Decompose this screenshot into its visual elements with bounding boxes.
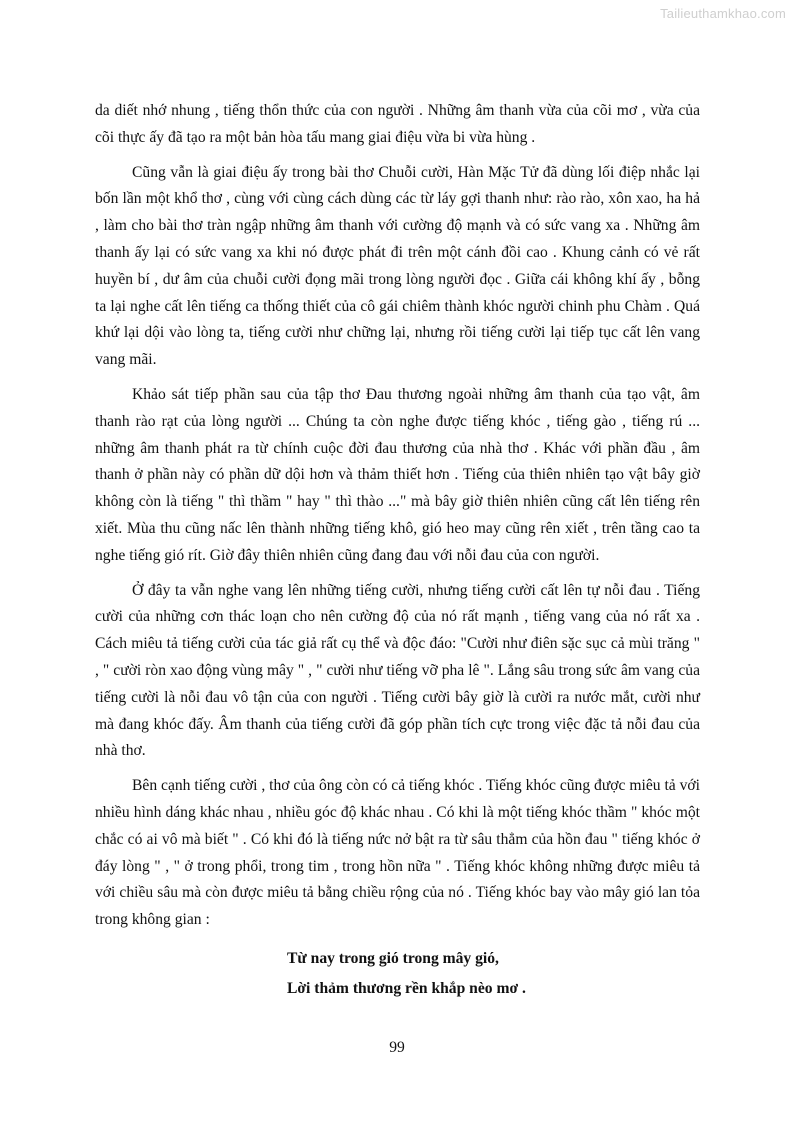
paragraph-tieng-cuoi: Ở đây ta vẫn nghe vang lên những tiếng cười, nhưng tiếng cười cất lên tự nỗi đau . Tiếng cười của những cơn thác loạn cho nên cường độ của nó rất mạnh , tiếng vang của nó rất xa . Cách miêu tả tiếng cười của tác giả rất cụ thể và độc đáo: "Cười như điên sặc sục cả mùi trăng " , " cười ròn xao động vùng mây " , " cười như tiếng vỡ pha lê ". Lắng sâu trong sức âm vang của tiếng cười là nỗi đau vô tận của con người . Tiếng cười bây giờ là cười ra nước mắt, cười như mà đang khóc đấy. Âm thanh của tiếng cười đã góp phần tích cực trong việc đặc tả nỗi đau của nhà thơ. xyxy=(95,581,700,760)
document-body xyxy=(95,98,700,1004)
paragraph-tieng-khoc: Bên cạnh tiếng cười , thơ của ông còn có cả tiếng khóc . Tiếng khóc cũng được miêu tả với nhiều hình dáng khác nhau , nhiều góc độ khác nhau . Có khi là một tiếng khóc thầm " khóc một chắc có ai vô mà biết " . Có khi đó là tiếng nức nở bật ra từ sâu thẳm của hồn đau " tiếng khóc ở đáy lòng " , " ở trong phổi, trong tim , trong hồn nữa " . Tiếng khóc không những được miêu tả với chiều sâu mà còn được miêu tả bằng chiều rộng của nó . Tiếng khóc bay vào mây gió lan tỏa trong không gian : xyxy=(95,777,700,929)
poem-line-2: Lời thảm thương rền khắp nèo mơ . xyxy=(287,979,526,997)
poem-line-1: Từ nay trong gió trong mây gió, xyxy=(287,949,499,967)
paragraph-dau-thuong: Khảo sát tiếp phần sau của tập thơ Đau thương ngoài những âm thanh của tạo vật, âm thanh rào rạt của lòng người ... Chúng ta còn nghe được tiếng khóc , tiếng gào , tiếng rú ... những âm thanh phát ra từ chính cuộc đời đau thương của nhà thơ . Khác với phần đầu , âm thanh ở phần này có phần dữ dội hơn và thảm thiết hơn . Tiếng của thiên nhiên tạo vật bây giờ không còn là tiếng " thì thầm " hay " thì thào ..." mà bây giờ thiên nhiên cũng cất lên tiếng rên xiết. Mùa thu cũng nấc lên thành những tiếng khô, gió heo may cũng rên xiết , trên tầng cao ta nghe tiếng gió rít. Giờ đây thiên nhiên cũng đang đau với nỗi đau của con người. xyxy=(95,385,700,564)
paragraph-chuoi-cuoi: Cũng vẫn là giai điệu ấy trong bài thơ Chuỗi cười, Hàn Mặc Tử đã dùng lối điệp nhắc lại bốn lần một khổ thơ , cùng với cùng cách dùng các từ láy gợi thanh như: rào rào, xôn xao, ha hả , làm cho bài thơ tràn ngập những âm thanh với cường độ mạnh và có sức vang xa . Những âm thanh ấy lại có sức vang xa khi nó được phát đi trên một cánh đồi cao . Khung cảnh có vẻ rất huyền bí , dư âm của chuỗi cười đọng mãi trong lòng người đọc . Giữa cái không khí ấy , bỗng ta lại nghe cất lên tiếng ca thống thiết của cô gái chiêm thành khóc người chinh phu Chàm . Quá khứ lại dội vào lòng ta, tiếng cười như chững lại, nhưng rồi tiếng cười lại tiếp tục cất lên vang vang mãi. xyxy=(95,163,700,369)
watermark-text: Tailieuthamkhao.com xyxy=(660,6,786,21)
page-number: 99 xyxy=(389,1039,405,1056)
paragraph-continuation: da diết nhớ nhung , tiếng thổn thức của con người . Những âm thanh vừa của cõi mơ , vừa của cõi thực ấy đã tạo ra một bản hòa tấu mang giai điệu vừa bi vừa hùng . xyxy=(95,102,700,146)
poem-quote xyxy=(95,944,700,1004)
